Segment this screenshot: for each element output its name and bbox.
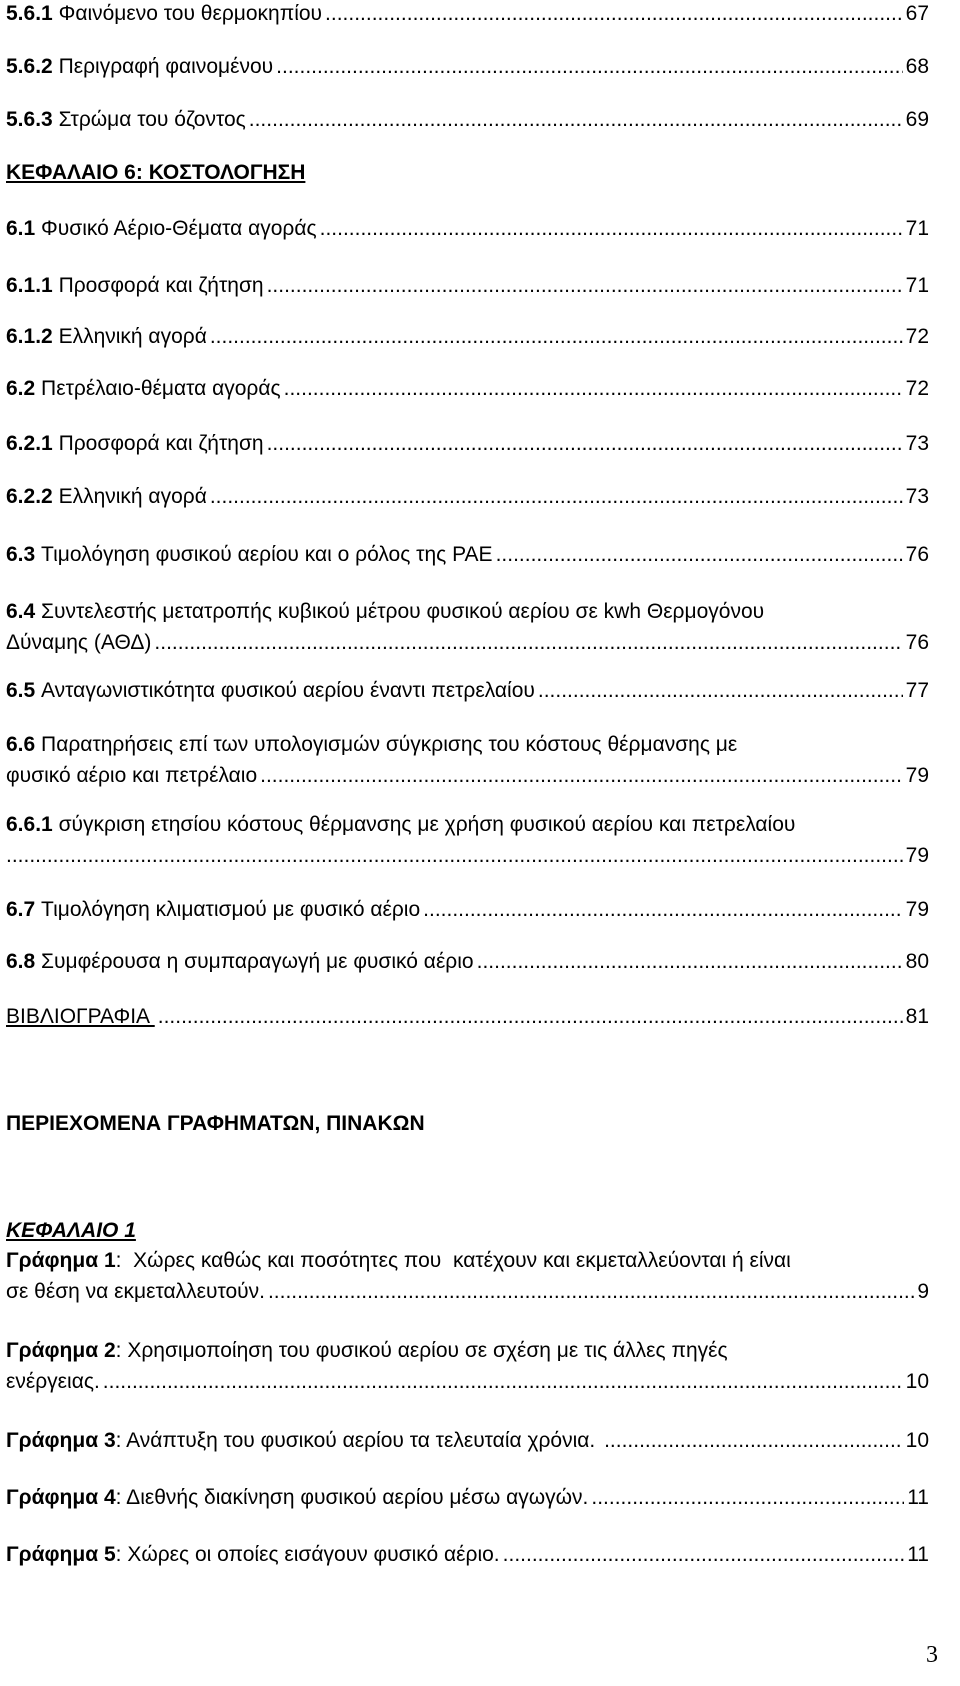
figure-page: 11	[907, 1543, 929, 1566]
toc-page: 69	[905, 108, 929, 131]
toc-title: Περιγραφή φαινομένου	[58, 55, 274, 78]
figure-entry	[6, 1245, 929, 1307]
toc-entry	[6, 809, 929, 871]
figure-page: 11	[907, 1486, 929, 1509]
figure-label: Γράφημα 3	[6, 1429, 116, 1452]
figure-entry	[6, 1335, 929, 1397]
toc-page: 73	[905, 485, 929, 508]
toc-number: 6.1	[6, 217, 36, 240]
toc-entry	[6, 894, 929, 925]
toc-number: 6.1.2	[6, 325, 53, 348]
figures-heading: ΠΕΡΙΕΧΟΜΕΝΑ ΓΡΑΦΗΜΑΤΩΝ, ΠΙΝΑΚΩΝ	[6, 1112, 425, 1135]
toc-title: Παρατηρήσεις επί των υπολογισμών σύγκρισης του κόστους θέρμανσης με	[41, 733, 738, 756]
toc-number: 6.6.1	[6, 813, 53, 836]
toc-number: 6.5	[6, 679, 36, 702]
toc-entry	[6, 596, 929, 658]
figure-label: Γράφημα 1	[6, 1249, 116, 1272]
toc-number: 6.4	[6, 600, 36, 623]
toc-entry	[6, 946, 929, 977]
toc-page: 71	[905, 274, 929, 297]
toc-number: 5.6.2	[6, 55, 53, 78]
toc-title: Συντελεστής μετατροπής κυβικού μέτρου φυσικού αερίου σε kwh Θερμογόνου	[41, 600, 765, 623]
toc-number: 5.6.3	[6, 108, 53, 131]
toc-title: ΒΙΒΛΙΟΓΡΑΦΙΑ	[6, 1005, 155, 1028]
toc-page: 79	[905, 764, 929, 787]
figure-entry	[6, 1425, 929, 1456]
toc-number: 6.8	[6, 950, 36, 973]
toc-title: Φαινόμενο του θερμοκηπίου	[58, 2, 323, 25]
toc-page: 72	[905, 377, 929, 400]
figure-label: Γράφημα 4	[6, 1486, 116, 1509]
toc-title: Ανταγωνιστικότητα φυσικού αερίου έναντι πετρελαίου	[41, 679, 535, 702]
toc-page: 79	[905, 844, 929, 867]
toc-page: 79	[905, 898, 929, 921]
toc-page: 68	[905, 55, 929, 78]
figure-title-cont: ενέργειας.	[6, 1370, 100, 1393]
toc-number: 6.3	[6, 543, 36, 566]
toc-title: Τιμολόγηση κλιματισμού με φυσικό αέριο	[41, 898, 421, 921]
figure-entry	[6, 1539, 929, 1570]
figure-page: 9	[917, 1280, 929, 1303]
figure-title: : Χώρες καθώς και ποσότητες που κατέχουν και εκμεταλλεύονται ή είναι	[115, 1249, 791, 1272]
toc-title: Τιμολόγηση φυσικού αερίου και ο ρόλος της ΡΑΕ	[41, 543, 493, 566]
toc-title: Προσφορά και ζήτηση	[58, 432, 264, 455]
toc-entry	[6, 51, 929, 82]
toc-number: 5.6.1	[6, 2, 53, 25]
toc-title: Ελληνική αγορά	[58, 485, 207, 508]
toc-entry	[6, 213, 929, 244]
figure-title: : Διεθνής διακίνηση φυσικού αερίου μέσω αγωγών.	[115, 1486, 589, 1509]
toc-page: 72	[905, 325, 929, 348]
toc-entry	[6, 321, 929, 352]
toc-entry	[6, 428, 929, 459]
toc-entry	[6, 481, 929, 512]
toc-page: 80	[905, 950, 929, 973]
figure-label: Γράφημα 5	[6, 1543, 116, 1566]
toc-entry	[6, 104, 929, 135]
toc-entry	[6, 270, 929, 301]
toc-entry	[6, 373, 929, 404]
figure-title: : Χρησιμοποίηση του φυσικού αερίου σε σχέση με τις άλλες πηγές	[115, 1339, 728, 1362]
toc-page: 76	[905, 543, 929, 566]
toc-number: 6.7	[6, 898, 36, 921]
toc-title: σύγκριση ετησίου κόστους θέρμανσης με χρήση φυσικού αερίου και πετρελαίου	[58, 813, 796, 836]
toc-page: 77	[905, 679, 929, 702]
toc-entry-bibliography	[6, 1001, 929, 1032]
figure-title-cont: σε θέση να εκμεταλλευτούν.	[6, 1280, 265, 1303]
toc-entry	[6, 729, 929, 791]
chapter-heading: ΚΕΦΑΛΑΙΟ 6: ΚΟΣΤΟΛΟΓΗΣΗ	[6, 161, 306, 184]
toc-entry	[6, 0, 929, 29]
toc-entry	[6, 675, 929, 706]
toc-number: 6.2	[6, 377, 36, 400]
toc-page: 71	[905, 217, 929, 240]
page-number: 3	[926, 1642, 938, 1668]
toc-title: Πετρέλαιο-θέματα αγοράς	[41, 377, 281, 400]
toc-number: 6.2.2	[6, 485, 53, 508]
toc-title: Στρώμα του όζοντος	[58, 108, 246, 131]
toc-title-cont: φυσικό αέριο και πετρέλαιο	[6, 764, 258, 787]
toc-page: 76	[905, 631, 929, 654]
figure-title: : Ανάπτυξη του φυσικού αερίου τα τελευταία χρόνια.	[115, 1429, 602, 1452]
figure-page: 10	[905, 1370, 929, 1393]
toc-entry	[6, 539, 929, 570]
toc-page: 81	[905, 1005, 929, 1028]
toc-number: 6.6	[6, 733, 36, 756]
figure-entry	[6, 1482, 929, 1513]
toc-title-cont: Δύναμης (ΑΘΔ)	[6, 631, 152, 654]
figure-label: Γράφημα 2	[6, 1339, 116, 1362]
toc-page: 73	[905, 432, 929, 455]
toc-number: 6.2.1	[6, 432, 53, 455]
toc-title: Προσφορά και ζήτηση	[58, 274, 264, 297]
toc-title: Φυσικό Αέριο-Θέματα αγοράς	[41, 217, 317, 240]
toc-title: Συμφέρουσα η συμπαραγωγή με φυσικό αέριο	[41, 950, 474, 973]
figure-page: 10	[905, 1429, 929, 1452]
chapter-label: ΚΕΦΑΛΑΙΟ 1	[6, 1219, 136, 1242]
figure-title: : Χώρες οι οποίες εισάγουν φυσικό αέριο.	[115, 1543, 500, 1566]
toc-page: 67	[905, 2, 929, 25]
toc-title: Ελληνική αγορά	[58, 325, 207, 348]
toc-number: 6.1.1	[6, 274, 53, 297]
